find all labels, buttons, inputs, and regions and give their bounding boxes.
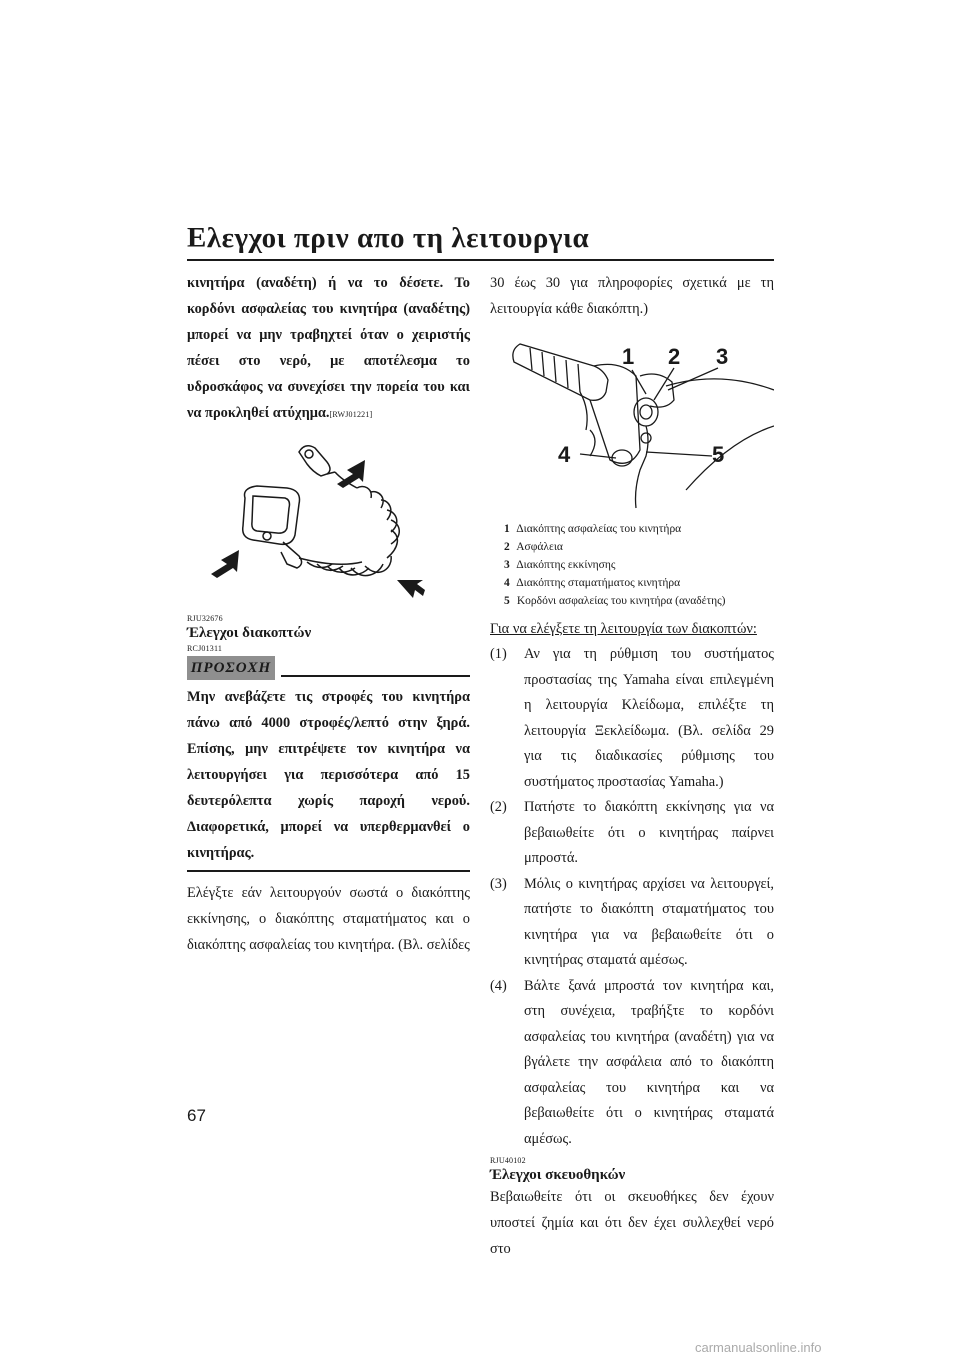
figure-legend	[490, 520, 774, 610]
caution-code: RCJ01311	[187, 644, 223, 653]
handlebar-switch-figure	[490, 330, 774, 510]
callout-5: 5	[712, 442, 725, 467]
callout-3: 3	[716, 344, 729, 369]
legend-item: 1 Διακόπτης ασφαλείας του κινητήρα	[504, 523, 682, 535]
procedure-heading: Για να ελέγξετε τη λειτουργία των διακοπτών:	[490, 621, 757, 637]
legend-item: 5 Κορδόνι ασφαλείας του κινητήρα (αναδέτης)	[504, 595, 726, 607]
caution-rule	[281, 675, 470, 677]
callout-4: 4	[558, 442, 571, 467]
callout-2: 2	[668, 344, 681, 369]
legend-item: 4 Διακόπτης σταματήματος κινητήρα	[504, 577, 681, 589]
page-title: Ελεγχοι πριν απο τη λειτουργια	[187, 222, 590, 254]
section-title: Έλεγχοι διακοπτών	[187, 625, 312, 641]
procedure-steps	[490, 642, 774, 1152]
callout-1: 1	[622, 344, 635, 369]
safety-lanyard-figure	[187, 440, 470, 610]
handlebar-illustration	[490, 330, 774, 510]
page-number: 67	[187, 1106, 206, 1125]
caution-header	[187, 656, 470, 680]
lanyard-illustration	[187, 440, 470, 610]
procedure-step: (4) Βάλτε ξανά μπροστά τον κινητήρα και, στη συνέχεια, τραβήξτε το κορδόνι ασφαλείας του κινητήρα (αναδέτη) για να βγάλετε την ασφάλεια από το διακόπτη ασφαλείας του κινητήρα και να βεβαιωθείτε ότι ο κινητήρας σταματά αμέσως.	[490, 977, 774, 1147]
right-column	[490, 270, 774, 1262]
procedure-step: (3) Μόλις ο κινητήρας αρχίσει να λειτουργεί, πατήστε το διακόπτη σταματήματος του κινητήρα για να βεβαιωθείτε ότι ο κινητήρας σταματά αμέσως.	[490, 875, 774, 968]
section-code: RJU32676	[187, 614, 223, 623]
procedure-step: (1) Αν για τη ρύθμιση του συστήματος προστασίας της Yamaha είναι επιλεγμένη η λειτουργία Κλείδωμα, επιλέξτε τη λειτουργία Ξεκλείδωμα. (Βλ. σελίδα 29 για τις διαδικασίες ρύθμισης του συστήματος προστασίας Yamaha.)	[490, 646, 774, 790]
caution-end-rule	[187, 870, 470, 872]
warning-text: κινητήρα (αναδέτη) ή να το δέσετε. Το κορδόνι ασφαλείας του κινητήρα (αναδέτης) μπορεί να μην τραβηχτεί όταν ο χειριστής πέσει στο νερό, με αποτέλεσμα το υδροσκάφος να συνεχίσει την πορεία του και να προκληθεί ατύχημα.[RWJ01221]	[187, 275, 470, 421]
caution-label: ΠΡΟΣΟΧΗ	[187, 656, 275, 680]
legend-item: 2 Ασφάλεια	[504, 541, 563, 553]
section2-title: Έλεγχοι σκευοθηκών	[490, 1167, 626, 1183]
legend-item: 3 Διακόπτης εκκίνησης	[504, 559, 616, 571]
warning-code: [RWJ01221]	[329, 410, 373, 419]
continued-text: 30 έως 30 για πληροφορίες σχετικά με τη λειτουργία κάθε διακόπτη.)	[490, 275, 774, 317]
procedure-step: (2) Πατήστε το διακόπτη εκκίνησης για να βεβαιωθείτε ότι ο κινητήρας παίρνει μπροστά.	[490, 799, 774, 866]
watermark: carmanualsonline.info	[695, 1340, 822, 1355]
switch-check-text: Ελέγξτε εάν λειτουργούν σωστά ο διακόπτης εκκίνησης, ο διακόπτης σταματήματος και ο διακόπτης ασφαλείας του κινητήρα. (Βλ. σελίδες	[187, 885, 470, 953]
title-rule	[187, 259, 774, 261]
caution-text: Μην ανεβάζετε τις στροφές του κινητήρα πάνω από 4000 στροφές/λεπτό στην ξηρά. Επίσης, μην επιτρέψετε τον κινητήρα να λειτουργήσει για περισσότερα από 15 δευτερόλεπτα χωρίς παροχή νερού. Διαφορετικά, μπορεί να υπερθερμανθεί ο κινητήρας.	[187, 689, 470, 861]
left-column	[187, 270, 470, 958]
storage-check-text: Βεβαιωθείτε ότι οι σκευοθήκες δεν έχουν υποστεί ζημία και ότι δεν έχει συλλεχθεί νερό στο	[490, 1189, 774, 1257]
section2-code: RJU40102	[490, 1156, 526, 1165]
